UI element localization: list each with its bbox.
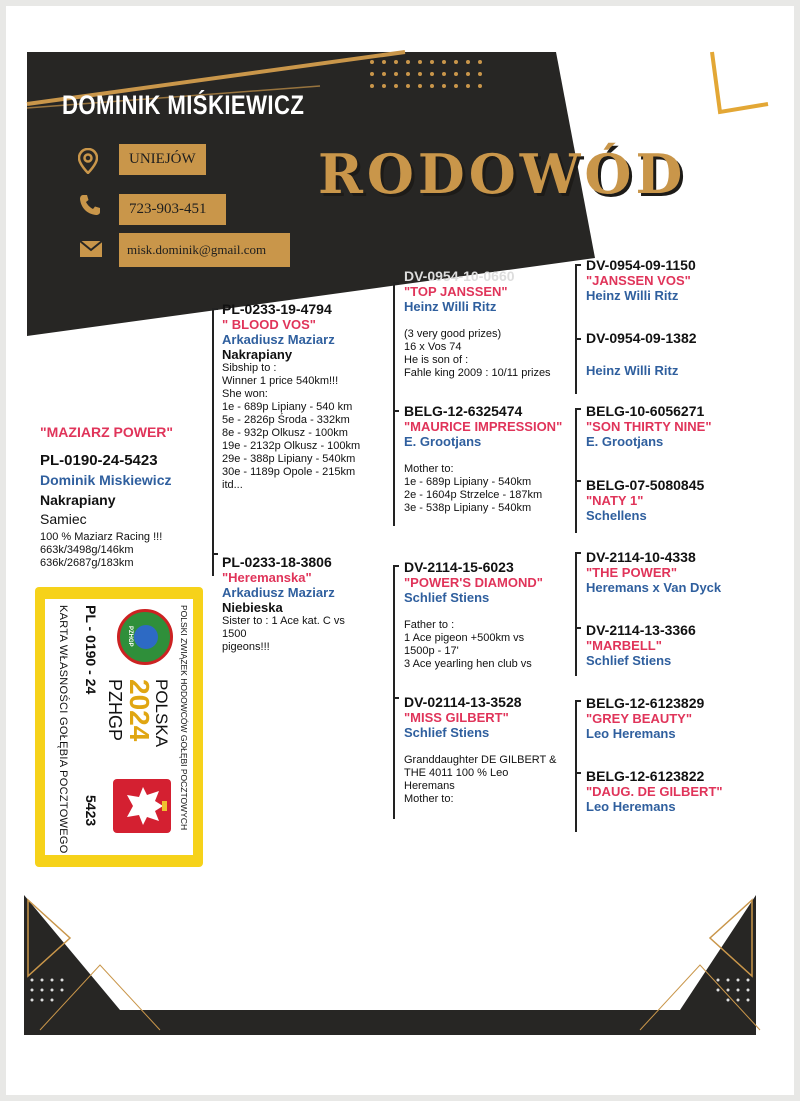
gen2-ring: BELG-12-6325474: [404, 403, 523, 419]
gen3-name: "GREY BEAUTY": [586, 711, 692, 726]
gen2-note: Heremans: [404, 780, 455, 792]
gen2-note: (3 very good prizes): [404, 328, 502, 340]
gen2-note: 2e - 1604p Strzelce - 187km: [404, 489, 543, 501]
card-year: 2024: [124, 679, 155, 742]
bracket-line: [575, 700, 577, 832]
gen2-bird: [404, 559, 543, 671]
gen2-name: "POWER'S DIAMOND": [404, 575, 543, 590]
gen2-note: 1 Ace pigeon +500km vs: [404, 632, 525, 644]
gen2-note: He is son of :: [404, 354, 469, 366]
bracket-tick: [393, 282, 399, 284]
card-footer: KARTA WŁASNOŚCI GOŁĘBIA POCZTOWEGO: [57, 605, 69, 854]
bracket-tick: [575, 408, 581, 410]
card-ring-number: 5423: [83, 795, 99, 827]
main-bird-sex: Samiec: [40, 511, 87, 527]
main-bird-ring: PL-0190-24-5423: [40, 452, 158, 469]
bracket-tick: [393, 410, 399, 412]
gen3-name: "NATY 1": [586, 493, 644, 508]
bracket-tick: [393, 697, 399, 699]
card-rotated-content: [45, 599, 193, 855]
gen2-ring: DV-02114-13-3528: [404, 694, 522, 710]
gen2-note: 3 Ace yearling hen club vs: [404, 658, 532, 670]
email-box: misk.dominik@gmail.com: [119, 233, 290, 267]
bracket-tick: [393, 565, 399, 567]
father-name: " BLOOD VOS": [222, 317, 316, 332]
gen3-ring: BELG-10-6056271: [586, 403, 705, 419]
gen2-ring: DV-0954-10-0660: [404, 268, 515, 284]
logo-text: PZHGP: [127, 626, 133, 647]
bracket-tick: [575, 480, 581, 482]
father-note: 1e - 689p Lipiany - 540 km: [222, 401, 353, 413]
bracket-line: [393, 282, 395, 526]
gen2-owner: Heinz Willi Ritz: [404, 299, 497, 314]
father-note: 8e - 932p Olkusz - 100km: [222, 427, 348, 439]
gen3-bird: [586, 768, 723, 814]
gen3-name: [586, 346, 697, 361]
gen3-name: "THE POWER": [586, 565, 678, 580]
gen3-bird: [586, 477, 704, 523]
gen3-bird: [586, 622, 696, 668]
phone-icon: [79, 194, 101, 220]
gen2-ring: DV-2114-15-6023: [404, 559, 514, 575]
gen3-ring: DV-2114-10-4338: [586, 549, 696, 565]
gen3-owner: Schlief Stiens: [586, 653, 672, 668]
gen3-ring: DV-2114-13-3366: [586, 622, 696, 638]
main-bird-name: "MAZIARZ POWER": [40, 424, 174, 440]
gen2-note: 3e - 538p Lipiany - 540km: [404, 502, 532, 514]
gen2-owner: E. Grootjans: [404, 434, 482, 449]
father-note: 19e - 2132p Olkusz - 100km: [222, 440, 361, 452]
father-block: [222, 301, 360, 492]
bracket-tick: [575, 264, 581, 266]
page-title: RODOWÓD: [318, 142, 687, 206]
gen3-name: "JANSSEN VOS": [586, 273, 691, 288]
gen3-owner: E. Grootjans: [586, 434, 664, 449]
father-note: Winner 1 price 540km!!!: [222, 375, 339, 387]
father-note: itd...: [222, 479, 243, 491]
ownership-card-inner: [45, 599, 193, 855]
gen3-bird: [586, 403, 712, 449]
father-note: 30e - 1189p Opole - 215km: [222, 466, 356, 478]
gen2-note: THE 4011 100 % Leo: [404, 767, 509, 779]
mother-note: 1500: [222, 628, 247, 640]
bracket-tick: [575, 700, 581, 702]
gen3-bird: [586, 695, 704, 741]
mother-color: Niebieska: [222, 600, 283, 615]
father-ring: PL-0233-19-4794: [222, 301, 332, 317]
gen2-owner: Schlief Stiens: [404, 590, 490, 605]
gen2-note: Father to :: [404, 619, 455, 631]
mother-note: Sister to : 1 Ace kat. C vs: [222, 615, 345, 627]
gen3-owner: Heinz Willi Ritz: [586, 363, 679, 378]
footer-decoration: [0, 880, 800, 1040]
map-pin-icon: [78, 148, 98, 178]
father-note: Sibship to :: [222, 362, 277, 374]
polish-eagle-icon: [113, 779, 171, 833]
father-color: Nakrapiany: [222, 347, 293, 362]
bracket-tick: [212, 553, 218, 555]
gen2-name: "TOP JANSSEN": [404, 284, 508, 299]
bracket-tick: [575, 627, 581, 629]
gen3-owner: Leo Heremans: [586, 799, 676, 814]
main-bird: [40, 424, 173, 570]
gen2-bird: [404, 268, 551, 380]
gen2-bird: [404, 403, 568, 515]
bracket-tick: [575, 552, 581, 554]
bracket-line: [212, 308, 214, 576]
main-bird-note: 663k/3498g/146km: [40, 544, 134, 556]
gen3-ring: BELG-12-6123822: [586, 768, 705, 784]
mother-owner: Arkadiusz Maziarz: [222, 585, 335, 600]
phone-box: 723-903-451: [119, 194, 226, 225]
main-bird-owner: Dominik Miskiewicz: [40, 472, 172, 488]
bracket-line: [575, 408, 577, 533]
gen3-ring: DV-0954-09-1382: [586, 330, 697, 346]
gen2-name: "MAURICE IMPRESSION": [404, 419, 563, 434]
gen3-ring: BELG-07-5080845: [586, 477, 705, 493]
card-org: PZHGP: [105, 679, 125, 742]
gen2-owner: Schlief Stiens: [404, 725, 490, 740]
father-note: 5e - 2826p Środa - 332km: [222, 414, 350, 426]
gen2-note: Granddaughter DE GILBERT &: [404, 754, 557, 766]
gen3-name: "SON THIRTY NINE": [586, 419, 712, 434]
gen3-bird: [586, 257, 696, 303]
gen3-name: "MARBELL": [586, 638, 662, 653]
gen2-note: Fahle king 2009 : 10/11 prizes: [404, 367, 551, 379]
gen3-ring: DV-0954-09-1150: [586, 257, 696, 273]
gen3-ring: BELG-12-6123829: [586, 695, 705, 711]
mother-ring: PL-0233-18-3806: [222, 554, 332, 570]
gen3-owner: Heinz Willi Ritz: [586, 288, 679, 303]
gen3-owner: Leo Heremans: [586, 726, 676, 741]
gen2-note: Mother to:: [404, 463, 454, 475]
gen2-name: "MISS GILBERT": [404, 710, 509, 725]
gen3-bird: [586, 549, 721, 595]
card-org-full: POLSKI ZWIĄZEK HODOWCÓW GOŁĘBI POCZTOWYCH: [179, 605, 189, 831]
bracket-line: [575, 552, 577, 676]
father-note: She won:: [222, 388, 268, 400]
dot-pattern-footer: [31, 979, 750, 1002]
bracket-line: [393, 565, 395, 819]
ownership-card: [35, 587, 203, 867]
bracket-tick: [575, 772, 581, 774]
gen2-bird: [404, 694, 556, 806]
gen3-owner: Heremans x Van Dyck: [586, 580, 722, 595]
mother-note: pigeons!!!: [222, 641, 270, 653]
gold-corner-mark: [712, 52, 768, 112]
gen2-note: 16 x Vos 74: [404, 341, 462, 353]
main-bird-color: Nakrapiany: [40, 492, 116, 508]
father-note: 29e - 388p Lipiany - 540km: [222, 453, 356, 465]
gen3-name: "DAUG. DE GILBERT": [586, 784, 723, 799]
gen2-note: Mother to:: [404, 793, 454, 805]
gen3-owner: Schellens: [586, 508, 647, 523]
gen2-note: 1e - 689p Lipiany - 540km: [404, 476, 532, 488]
bracket-line: [575, 264, 577, 394]
card-ring-prefix: PL - 0190 - 24: [83, 605, 99, 695]
main-bird-note: 100 % Maziarz Racing !!!: [40, 531, 163, 543]
pigeon-emblem-icon: [134, 625, 158, 649]
location-box: UNIEJÓW: [119, 144, 206, 175]
pzhgp-logo: [117, 609, 173, 665]
gen3-bird: [586, 330, 697, 378]
envelope-icon: [79, 240, 103, 262]
father-owner: Arkadiusz Maziarz: [222, 332, 335, 347]
mother-name: "Heremanska": [222, 570, 312, 585]
main-bird-note: 636k/2687g/183km: [40, 557, 134, 569]
gen2-note: 1500p - 17': [404, 645, 459, 657]
mother-block: [222, 554, 345, 654]
breeder-name: DOMINIK MIŚKIEWICZ: [62, 90, 305, 120]
bracket-tick: [212, 308, 218, 310]
card-country: POLSKA: [152, 679, 171, 748]
bracket-tick: [575, 338, 581, 340]
